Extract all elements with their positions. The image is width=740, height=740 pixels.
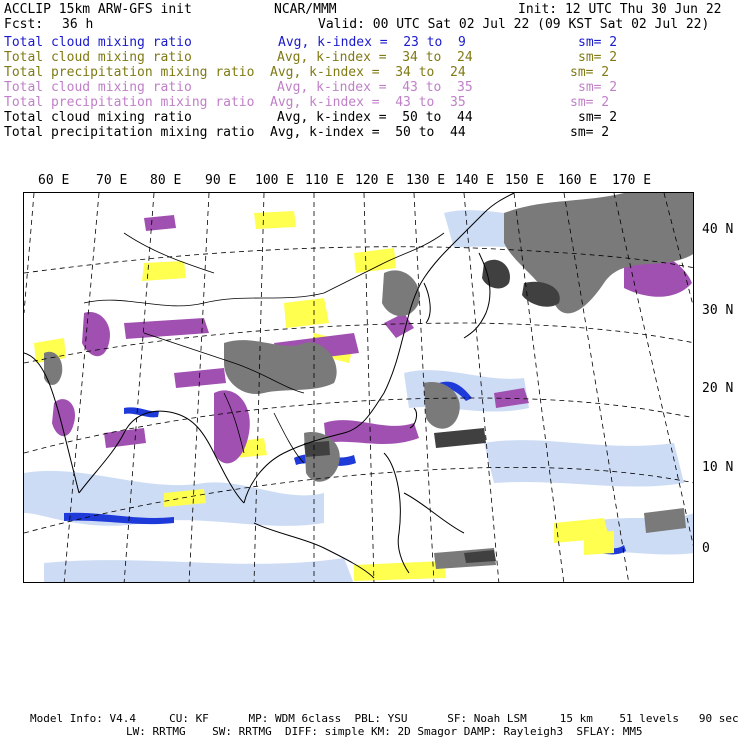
lon-label: 170 E <box>612 173 652 188</box>
legend-avg: Avg, k-index = 43 to 35 <box>277 80 473 95</box>
legend-sm: sm= 2 <box>570 65 610 80</box>
legend-field: Total cloud mixing ratio <box>4 80 192 95</box>
lon-label: 120 E <box>355 173 395 188</box>
lon-label: 80 E <box>150 173 182 188</box>
forecast-label: Fcst: <box>4 17 44 32</box>
lon-label: 140 E <box>455 173 495 188</box>
legend-avg: Avg, k-index = 43 to 35 <box>270 95 466 110</box>
legend-sm: sm= 2 <box>570 95 610 110</box>
legend-sm: sm= 2 <box>578 35 618 50</box>
lon-label: 60 E <box>38 173 70 188</box>
lon-label: 90 E <box>205 173 237 188</box>
legend-field: Total precipitation mixing ratio <box>4 65 255 80</box>
legend-avg: Avg, k-index = 34 to 24 <box>270 65 466 80</box>
lon-label: 70 E <box>96 173 128 188</box>
model-info-line-1: Model Info: V4.4 CU: KF MP: WDM 6class PBL: YSU SF: Noah LSM 15 km 51 levels 90 sec <box>30 712 739 725</box>
legend-sm: sm= 2 <box>578 80 618 95</box>
lon-label: 110 E <box>305 173 345 188</box>
legend-sm: sm= 2 <box>578 110 618 125</box>
legend-field: Total precipitation mixing ratio <box>4 95 255 110</box>
legend-field: Total cloud mixing ratio <box>4 35 192 50</box>
legend-avg: Avg, k-index = 50 to 44 <box>270 125 466 140</box>
lat-label: 10 N <box>702 460 734 475</box>
lon-label: 130 E <box>406 173 446 188</box>
lon-label: 100 E <box>255 173 295 188</box>
lat-label: 40 N <box>702 222 734 237</box>
map-panel <box>23 192 694 583</box>
legend-avg: Avg, k-index = 34 to 24 <box>277 50 473 65</box>
valid-time: Valid: 00 UTC Sat 02 Jul 22 (09 KST Sat 02 Jul 22) <box>318 17 710 32</box>
lat-label: 0 <box>702 541 710 556</box>
legend-avg: Avg, k-index = 50 to 44 <box>277 110 473 125</box>
chart-title: ACCLIP 15km ARW-GFS init <box>4 2 192 17</box>
forecast-hour: 36 h <box>62 17 94 32</box>
lon-label: 160 E <box>558 173 598 188</box>
lat-label: 30 N <box>702 303 734 318</box>
init-time: Init: 12 UTC Thu 30 Jun 22 <box>518 2 722 17</box>
model-info-line-2: LW: RRTMG SW: RRTMG DIFF: simple KM: 2D Smagor DAMP: Rayleigh3 SFLAY: MM5 <box>126 725 643 738</box>
legend-field: Total cloud mixing ratio <box>4 50 192 65</box>
legend-avg: Avg, k-index = 23 to 9 <box>278 35 466 50</box>
legend-sm: sm= 2 <box>578 50 618 65</box>
lat-label: 20 N <box>702 381 734 396</box>
legend-field: Total precipitation mixing ratio <box>4 125 255 140</box>
legend-sm: sm= 2 <box>570 125 610 140</box>
map-canvas <box>24 193 694 583</box>
lon-label: 150 E <box>505 173 545 188</box>
legend-field: Total cloud mixing ratio <box>4 110 192 125</box>
organization-label: NCAR/MMM <box>274 2 337 17</box>
